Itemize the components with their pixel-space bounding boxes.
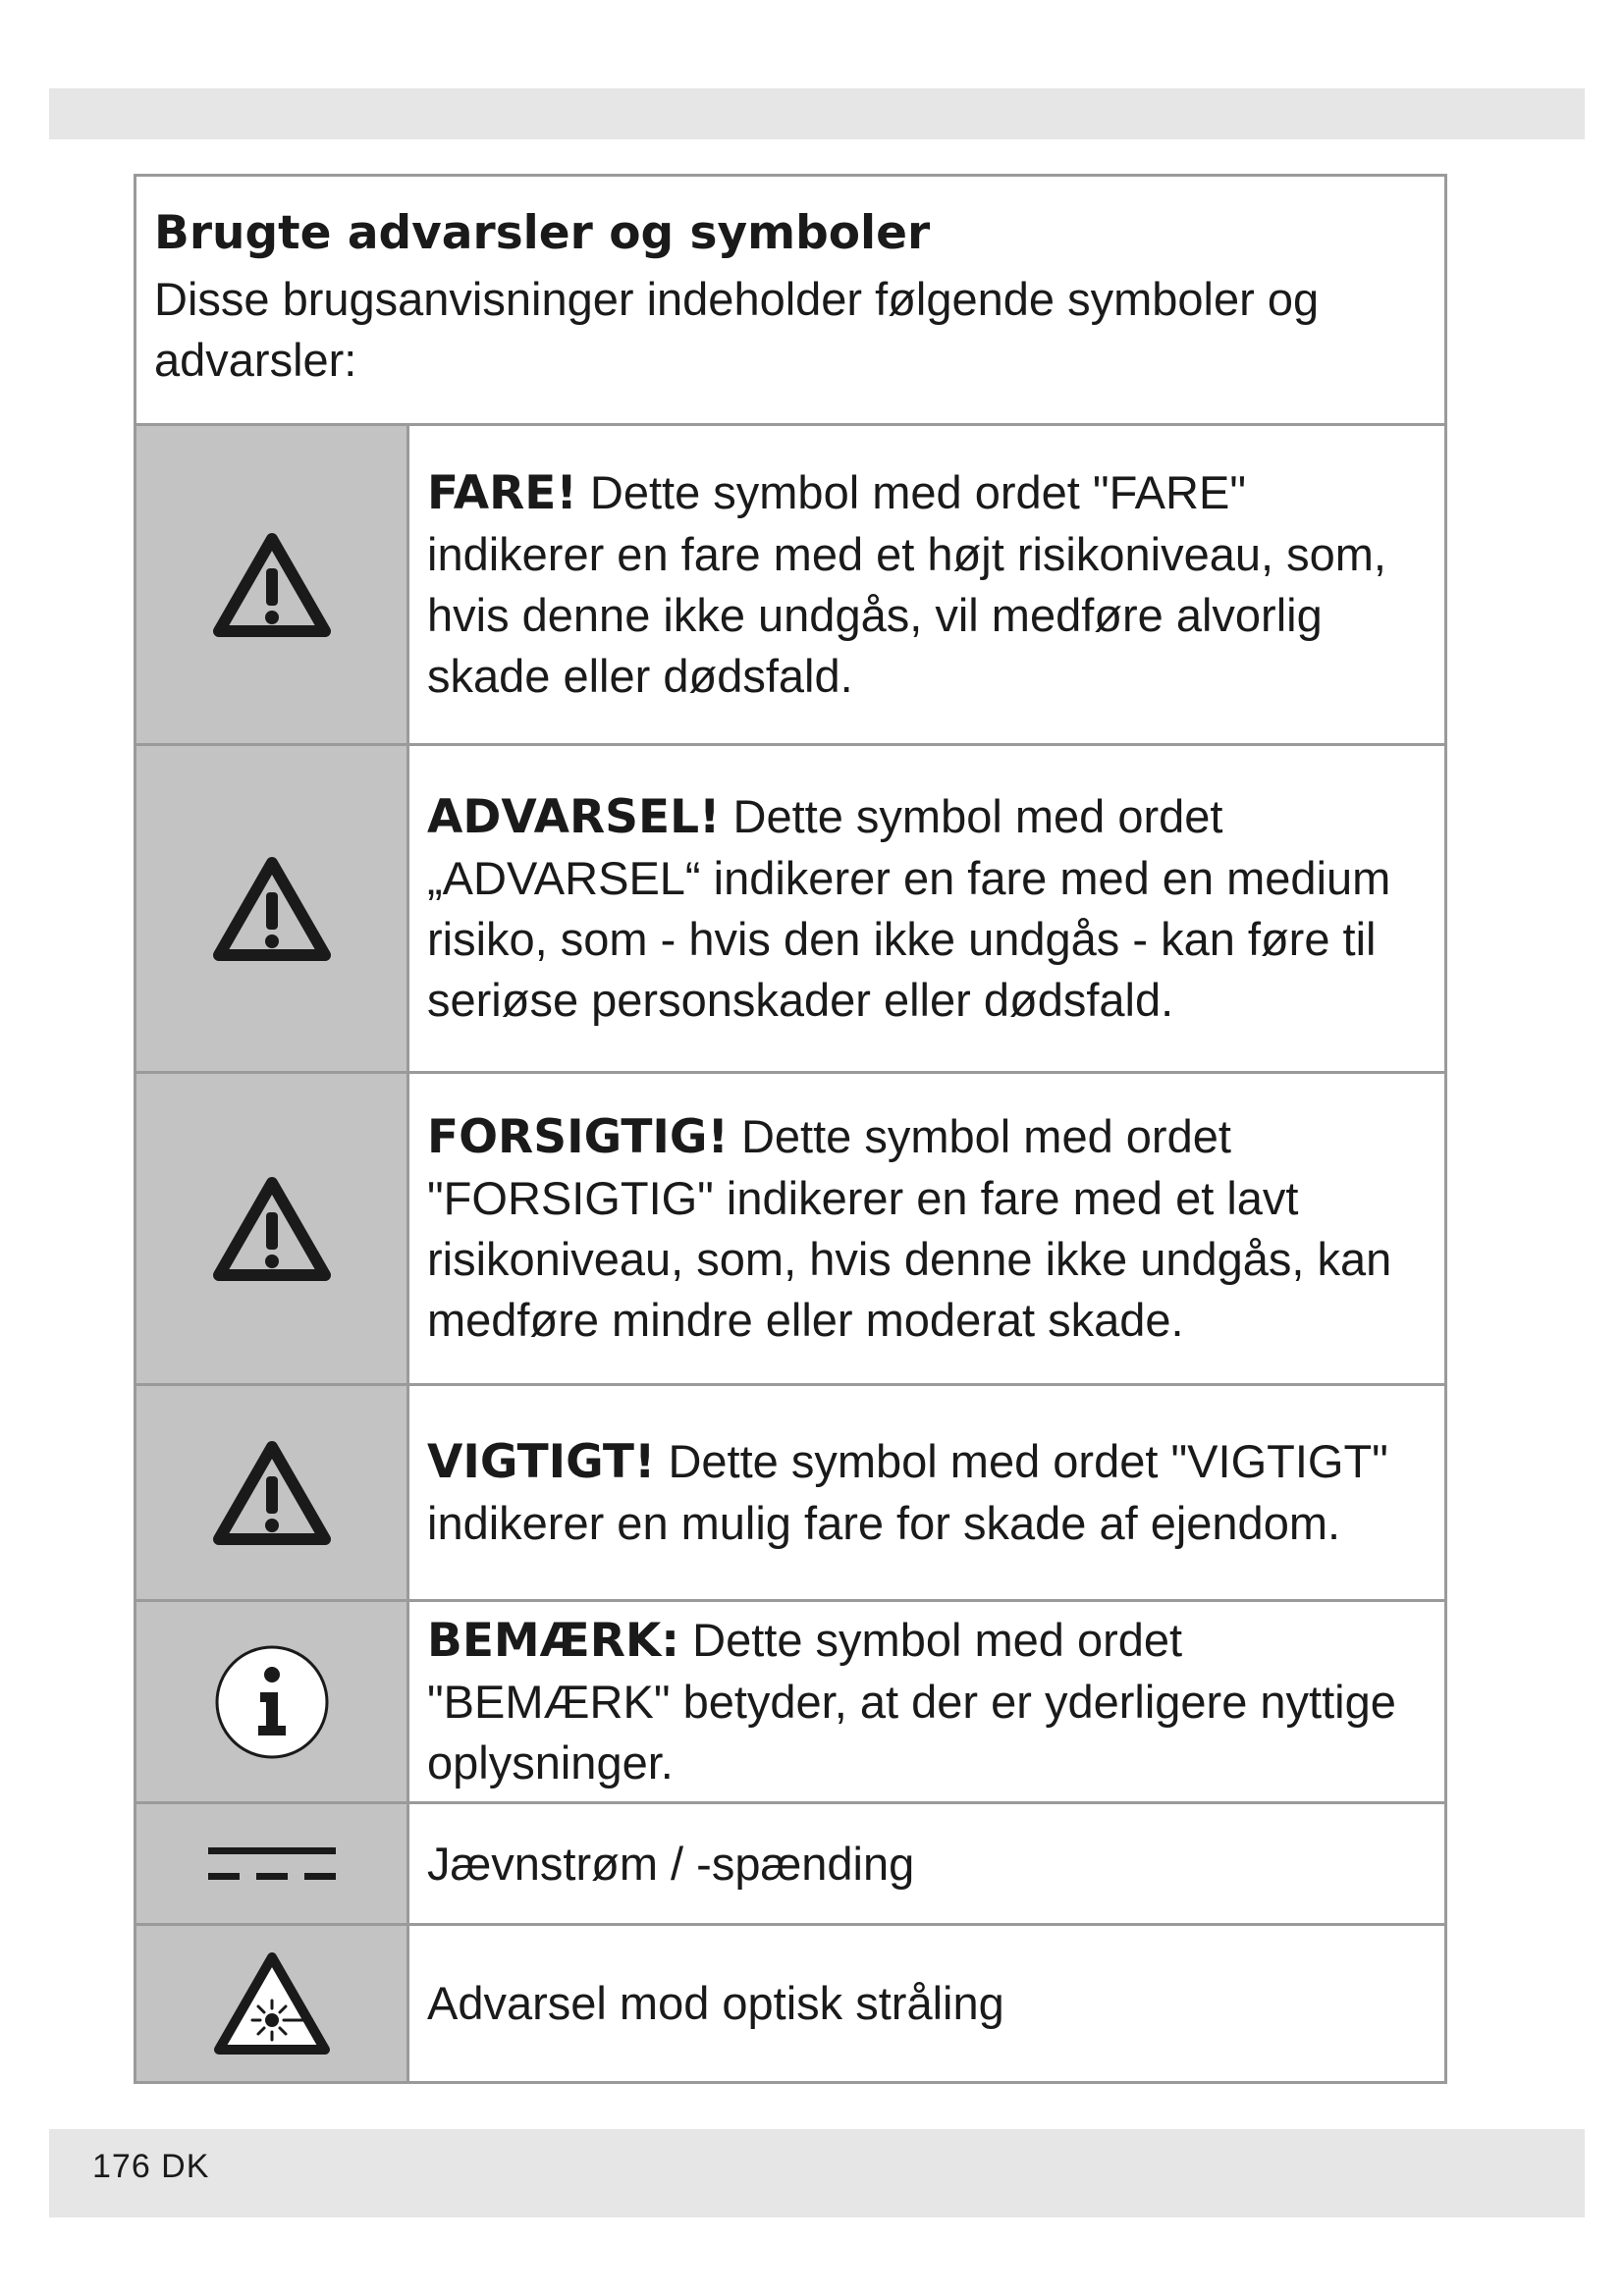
- row-keyword: FORSIGTIG!: [427, 1110, 729, 1164]
- page-number: 176 DK: [92, 2148, 210, 2185]
- icon-cell: [136, 1602, 409, 1801]
- row-text: [427, 426, 1431, 743]
- warning-triangle-icon: [211, 1439, 333, 1547]
- symbols-table: [134, 174, 1447, 2084]
- warning-triangle-icon: [211, 531, 333, 639]
- row-text: [427, 1386, 1431, 1599]
- table-row-bemaerk: [136, 1602, 1444, 1804]
- section-header: [136, 177, 1444, 426]
- row-keyword: VIGTIGT!: [427, 1435, 656, 1489]
- icon-cell: [136, 746, 409, 1071]
- row-keyword: ADVARSEL!: [427, 790, 721, 844]
- section-title: Brugte advarsler og symboler: [154, 206, 931, 260]
- row-keyword: FARE!: [427, 466, 577, 520]
- row-description: Dette symbol med ordet "VIGTIGT" indikerer en mulig fare for skade af ejendom.: [427, 1435, 1388, 1549]
- row-text: [427, 1074, 1431, 1383]
- section-intro: Disse brugsanvisninger indeholder følgende symboler og advarsler:: [154, 273, 1320, 386]
- table-row-forsigtig: [136, 1074, 1444, 1386]
- warning-triangle-icon: [211, 855, 333, 963]
- icon-cell: [136, 426, 409, 743]
- table-row-direct-current: [136, 1804, 1444, 1926]
- top-band: [49, 88, 1585, 139]
- table-row-fare: [136, 426, 1444, 746]
- optical-radiation-warning-icon: [211, 1949, 333, 2057]
- icon-cell: [136, 1386, 409, 1599]
- row-description: Advarsel mod optisk stråling: [427, 1977, 1004, 2029]
- row-text: [427, 1602, 1431, 1801]
- info-icon: [211, 1641, 333, 1763]
- row-description: Jævnstrøm / -spænding: [427, 1837, 915, 1890]
- footer-band: [49, 2129, 1585, 2217]
- table-row-advarsel: [136, 746, 1444, 1074]
- direct-current-icon: [206, 1840, 338, 1889]
- icon-cell: [136, 1804, 409, 1923]
- table-row-optical-radiation: [136, 1926, 1444, 2081]
- table-row-vigtigt: [136, 1386, 1444, 1602]
- row-text: [427, 746, 1431, 1071]
- row-text: [427, 1926, 1431, 2081]
- row-keyword: BEMÆRK:: [427, 1614, 680, 1668]
- row-description: Dette symbol med ordet "FORSIGTIG" indikerer en fare med et lavt risikoniveau, som, hvis denne ikke undgås, kan medføre mindre eller moderat skade.: [427, 1110, 1392, 1346]
- icon-cell: [136, 1926, 409, 2081]
- row-text: [427, 1804, 1431, 1923]
- icon-cell: [136, 1074, 409, 1383]
- row-description: Dette symbol med ordet „ADVARSEL“ indikerer en fare med en medium risiko, som - hvis den ikke undgås - kan føre til seriøse personskader eller dødsfald.: [427, 790, 1391, 1026]
- row-description: Dette symbol med ordet "FARE" indikerer en fare med et højt risikoniveau, som, hvis denne ikke undgås, vil medføre alvorlig skade eller dødsfald.: [427, 466, 1386, 702]
- warning-triangle-icon: [211, 1175, 333, 1283]
- row-description: Dette symbol med ordet "BEMÆRK" betyder, at der er yderligere nyttige oplysninger.: [427, 1614, 1396, 1789]
